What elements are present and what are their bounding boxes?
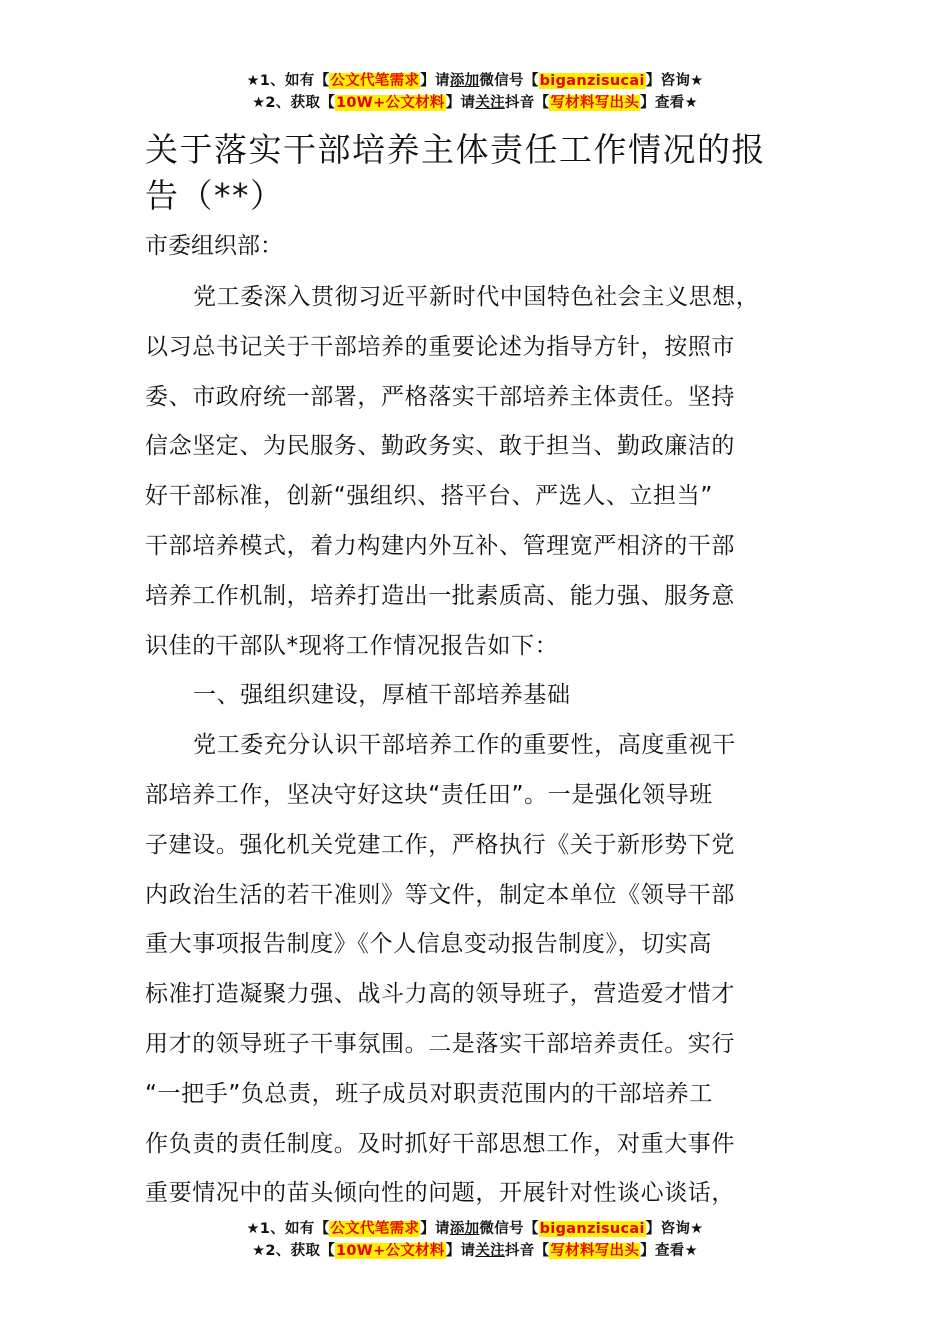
douyin-highlight: 写材料写出头 <box>550 95 640 111</box>
douyin-highlight: 写材料写出头 <box>550 1243 640 1259</box>
banner-text: ★1、如有【 <box>246 1221 330 1237</box>
body-line: 内政治生活的若干准则》等文件，制定本单位《领导干部 <box>145 881 735 908</box>
section-heading: 一、强组织建设，厚植干部培养基础 <box>193 682 571 709</box>
banner-highlight: 公文代笔需求 <box>330 73 420 89</box>
banner-text: 】查看★ <box>640 95 698 111</box>
banner-underlined: 关注 <box>475 95 505 111</box>
banner-text: 微信号【 <box>479 73 539 89</box>
top-banner <box>0 70 950 114</box>
banner-highlight: 公文代笔需求 <box>330 1221 420 1237</box>
body-line: 以习总书记关于干部培养的重要论述为指导方针，按照市 <box>145 333 735 360</box>
body-line: 作负责的责任制度。及时抓好干部思想工作，对重大事件 <box>145 1130 735 1157</box>
body-line: 干部培养模式，着力构建内外互补、管理宽严相济的干部 <box>145 532 735 559</box>
banner-text: 】请 <box>420 73 450 89</box>
wechat-id-highlight: biganzisucai <box>539 1221 645 1237</box>
body-line: 用才的领导班子干事氛围。二是落实干部培养责任。实行 <box>145 1030 735 1057</box>
banner-text: 抖音【 <box>504 1243 550 1259</box>
banner-line-1 <box>0 70 950 92</box>
banner-line-1 <box>0 1218 950 1240</box>
banner-text: 】咨询★ <box>645 73 704 89</box>
banner-text: 】咨询★ <box>645 1221 704 1237</box>
title-line-1: 关于落实干部培养主体责任工作情况的报 <box>145 130 766 169</box>
banner-line-2 <box>0 1240 950 1262</box>
banner-text: 】请 <box>420 1221 450 1237</box>
body-line: 标准打造凝聚力强、战斗力高的领导班子，营造爱才惜才 <box>145 981 735 1008</box>
banner-text: 】请 <box>445 1243 476 1259</box>
banner-line-2 <box>0 92 950 114</box>
banner-underlined: 添加 <box>449 1221 480 1237</box>
banner-text: 】查看★ <box>640 1243 698 1259</box>
body-line: 信念坚定、为民服务、勤政务实、敢于担当、勤政廉洁的 <box>145 433 735 460</box>
banner-highlight: 10W+公文材料 <box>336 1243 445 1259</box>
banner-text: ★2、获取【 <box>252 95 335 111</box>
body-line: 重大事项报告制度》《个人信息变动报告制度》，切实高 <box>145 931 712 958</box>
banner-text: ★1、如有【 <box>246 73 330 89</box>
body-line: 培养工作机制，培养打造出一批素质高、能力强、服务意 <box>145 582 735 609</box>
banner-highlight: 10W+公文材料 <box>336 95 445 111</box>
body-line: 好干部标准，创新“强组织、搭平台、严选人、立担当” <box>145 483 713 510</box>
body-line: “一把手”负总责，班子成员对职责范围内的干部培养工 <box>145 1080 713 1107</box>
body-line: 委、市政府统一部署，严格落实干部培养主体责任。坚持 <box>145 383 735 410</box>
body-line: 子建设。强化机关党建工作，严格执行《关于新形势下党 <box>145 831 735 858</box>
body-line: 党工委深入贯彻习近平新时代中国特色社会主义思想， <box>193 284 760 310</box>
banner-text: ★2、获取【 <box>252 1243 335 1259</box>
banner-underlined: 关注 <box>475 1243 505 1259</box>
banner-text: 抖音【 <box>504 95 550 111</box>
document-body <box>145 273 835 1219</box>
bottom-banner <box>0 1218 950 1262</box>
wechat-id-highlight: biganzisucai <box>539 73 645 89</box>
body-line: 部培养工作，坚决守好这块“责任田”。一是强化领导班 <box>145 781 713 808</box>
banner-underlined: 添加 <box>449 73 480 89</box>
title-line-2: 告（**） <box>145 176 285 215</box>
body-line: 党工委充分认识干部培养工作的重要性，高度重视干 <box>193 732 736 759</box>
banner-text: 】请 <box>445 95 476 111</box>
salutation: 市委组织部： <box>145 233 283 259</box>
document-title <box>145 127 825 219</box>
body-line: 识佳的干部队*现将工作情况报告如下： <box>145 632 559 659</box>
body-line: 重要情况中的苗头倾向性的问题，开展针对性谈心谈话， <box>145 1180 735 1207</box>
banner-text: 微信号【 <box>479 1221 539 1237</box>
